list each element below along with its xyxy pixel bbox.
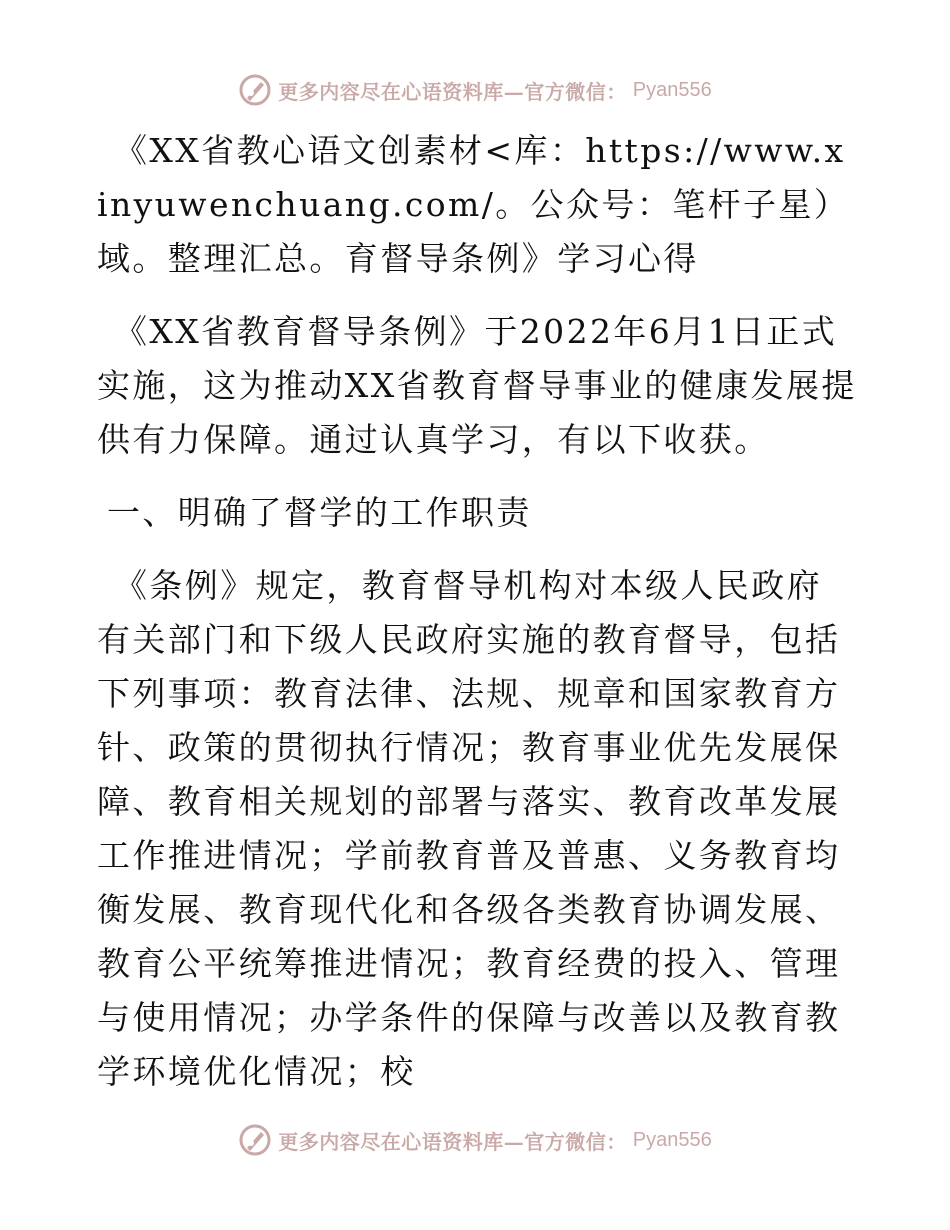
watermark-wechat-id: Pyan556 bbox=[632, 1128, 712, 1151]
watermark-footer bbox=[0, 1120, 950, 1160]
section-heading-1: 一、明确了督学的工作职责 bbox=[107, 493, 532, 532]
watermark-header bbox=[0, 70, 950, 110]
watermark-text: 更多内容尽在心语资料库—官方微信： bbox=[278, 79, 627, 104]
watermark-wechat-id: Pyan556 bbox=[632, 78, 712, 101]
document-body bbox=[97, 124, 857, 1118]
watermark-text: 更多内容尽在心语资料库—官方微信： bbox=[278, 1129, 627, 1154]
document-title: 《XX省教心语文创素材<库：https://www.xinyuwenchuang.com/。公众号：笔杆子星）域。整理汇总。育督导条例》学习心得 bbox=[97, 131, 850, 278]
pen-logo-icon bbox=[238, 1123, 272, 1157]
section-body-1: 《条例》规定，教育督导机构对本级人民政府有关部门和下级人民政府实施的教育督导，包括下列事项：教育法律、法规、规章和国家教育方针、政策的贯彻执行情况；教育事业优先发展保障、教育相关规划的部署与落实、教育改革发展工作推进情况；学前教育普及普惠、义务教育均衡发展、教育现代化和各级各类教育协调发展、教育公平统筹推进情况；教育经费的投入、管理与使用情况；办学条件的保障与改善以及教育教学环境优化情况；校 bbox=[97, 566, 841, 1091]
pen-logo-icon bbox=[238, 73, 272, 107]
intro-paragraph: 《XX省教育督导条例》于2022年6月1日正式实施，这为推动XX省教育督导事业的健康发展提供有力保障。通过认真学习，有以下收获。 bbox=[97, 312, 857, 459]
